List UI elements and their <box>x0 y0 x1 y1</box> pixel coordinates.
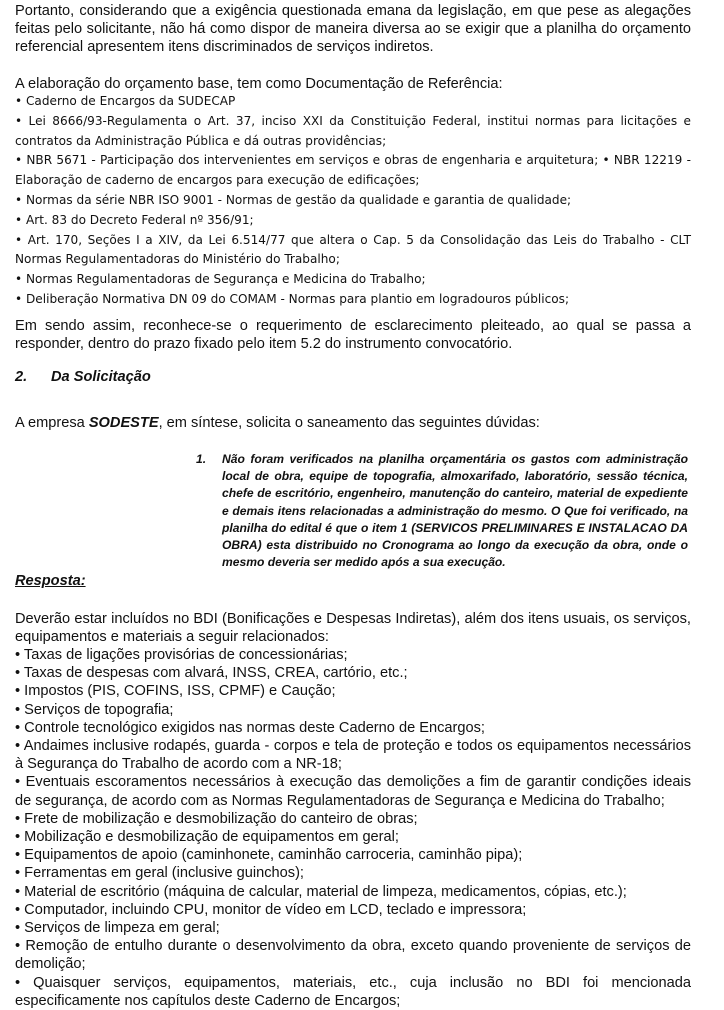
response-item: • Ferramentas em geral (inclusive guinchos); <box>15 865 304 882</box>
response-item: • Andaimes inclusive rodapés, guarda - corpos e tela de proteção e todos os equipamentos necessários à Segurança do Trabalho de acordo com a NR-18; <box>15 738 691 773</box>
response-item: • Serviços de topografia; <box>15 701 174 718</box>
references-list <box>15 92 691 310</box>
question-item <box>196 451 688 571</box>
response-item: • Serviços de limpeza em geral; <box>15 920 220 937</box>
response-item: • Computador, incluindo CPU, monitor de vídeo em LCD, teclado e impressora; <box>15 901 527 918</box>
references-item: • Art. 83 do Decreto Federal nº 356/91; <box>15 212 254 227</box>
response-item: • Taxas de ligações provisórias de concessionárias; <box>15 647 348 663</box>
request-prefix: A empresa <box>15 415 89 431</box>
response-item: • Mobilização e desmobilização de equipamentos em geral; <box>15 829 399 846</box>
response-item: • Impostos (PIS, COFINS, ISS, CPMF) e Caução; <box>15 683 336 700</box>
response-item: • Eventuais escoramentos necessários à execução das demolições a fim de garantir condições ideais de segurança, de acordo com as Normas Regulamentadoras de Segurança e Medicina do Trabalho; <box>15 774 691 809</box>
references-item: • Normas Regulamentadoras de Segurança e Medicina do Trabalho; <box>15 272 426 287</box>
response-list <box>15 646 691 1010</box>
response-item: • Remoção de entulho durante o desenvolvimento da obra, exceto quando proveniente de serviços de demolição; <box>15 938 691 973</box>
response-lead: Deverão estar incluídos no BDI (Bonificações e Despesas Indiretas), além dos itens usuais, os serviços, equipamentos e materiais a seguir relacionados: <box>15 611 691 646</box>
request-paragraph <box>15 414 691 432</box>
response-item: • Material de escritório (máquina de calcular, material de limpeza, medicamentos, cópias, etc.); <box>15 883 627 900</box>
references-lead: A elaboração do orçamento base, tem como Documentação de Referência: <box>15 76 503 92</box>
acknowledgement-paragraph: Em sendo assim, reconhece-se o requerimento de esclarecimento pleiteado, ao qual se passa a responder, dentro do prazo fixado pelo item 5.2 do instrumento convocatório. <box>15 318 691 353</box>
question-number: 1. <box>196 452 207 466</box>
section-title: Da Solicitação <box>51 369 151 385</box>
references-item: • Art. 170, Seções I a XIV, da Lei 6.514/77 que altera o Cap. 5 da Consolidação das Leis do Trabalho - CLT Normas Regulamentadoras do Ministério do Trabalho; <box>15 232 691 267</box>
response-label: Resposta: <box>15 573 86 589</box>
response-item: • Taxas de despesas com alvará, INSS, CREA, cartório, etc.; <box>15 665 408 682</box>
section-number: 2. <box>15 369 28 385</box>
company-name: SODESTE <box>88 415 159 431</box>
request-suffix: , em síntese, solicita o saneamento das seguintes dúvidas: <box>158 415 540 431</box>
references-item: • NBR 5671 - Participação dos intervenientes em serviços e obras de engenharia e arquitetura; • NBR 12219 - Elaboração de caderno de encargos para execução de edificações; <box>15 153 691 188</box>
response-item: • Quaisquer serviços, equipamentos, materiais, etc., cuja inclusão no BDI foi mencionada especificamente nos capítulos deste Caderno de Encargos; <box>15 974 691 1009</box>
references-item: • Normas da série NBR ISO 9001 - Normas de gestão da qualidade e garantia de qualidade; <box>15 192 572 207</box>
response-item: • Equipamentos de apoio (caminhonete, caminhão carroceria, caminhão pipa); <box>15 847 523 864</box>
question-text: Não foram verificados na planilha orçamentária os gastos com administração local de obra, equipe de topografia, almoxarifado, laboratório, sessão técnica, chefe de escritório, engenheiro, manutenção do canteiro, material de expediente e demais itens relacionadas a administração do mesmo. O Que foi verificado, na planilha do edital é que o item 1 (SERVICOS PRELIMINARES E INSTALACAO DA OBRA) esta distribuido no Cronograma ao longo da execução da obra, onde o mesmo deveria ser medido após a sua execução. <box>222 452 688 570</box>
references-item: • Deliberação Normativa DN 09 do COMAM - Normas para plantio em logradouros públicos; <box>15 291 570 306</box>
response-item: • Controle tecnológico exigidos nas normas deste Caderno de Encargos; <box>15 719 485 736</box>
intro-paragraph: Portanto, considerando que a exigência questionada emana da legislação, em que pese as alegações feitas pelo solicitante, não há como dispor de maneira diversa ao se exigir que a planilha do orçamento referencial apresentem itens discriminados de serviços indiretos. <box>15 3 691 56</box>
response-item: • Frete de mobilização e desmobilização do canteiro de obras; <box>15 810 418 827</box>
section-heading <box>15 369 151 385</box>
references-item: • Lei 8666/93-Regulamenta o Art. 37, inciso XXI da Constituição Federal, institui normas para licitações e contratos da Administração Pública e dá outras providências; <box>15 113 691 148</box>
references-item: • Caderno de Encargos da SUDECAP <box>15 94 236 108</box>
